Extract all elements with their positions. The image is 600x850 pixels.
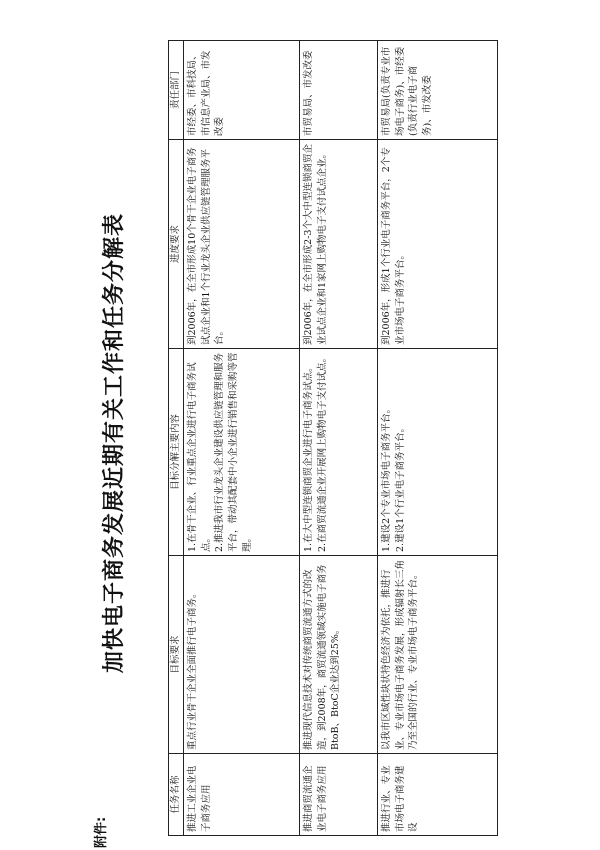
progress-cell: 到2006年，形成1个行业电子商务平台，2个专业市场电子商务平台。 xyxy=(377,140,497,349)
department-cell: 市贸易局(负责专业市场电子商务)、市经委(负责行业电子商务)、市发改委 xyxy=(377,41,497,140)
rotated-content xyxy=(90,38,450,848)
task-name-cell: 推进行业、专业市场电子商务建设 xyxy=(377,754,497,836)
table-row xyxy=(183,41,299,836)
table-header-row xyxy=(169,41,184,836)
header-task-name: 任务名称 xyxy=(169,754,184,836)
content-cell xyxy=(183,349,299,556)
content-item: 2.在商贸流通企业开展网上购物电子支付试点。 xyxy=(316,352,328,552)
task-table xyxy=(168,40,498,836)
content-item: 2.建设1个行业电子商务平台。 xyxy=(394,422,406,552)
progress-cell: 到2006年，在全市形成10个骨干企业电子商务试点企业和1个行业龙头企业供应链管理服务平台。 xyxy=(183,140,299,349)
header-department: 责任部门 xyxy=(169,41,184,140)
table-row xyxy=(299,41,377,836)
content-item: 1.在骨干企业、行业重点企业进行电子商务试点。 xyxy=(186,362,212,552)
table-row xyxy=(377,41,497,836)
content-item: 1.建设2个专业市场电子商务平台。 xyxy=(380,403,392,552)
content-item: 1.在大中型连锁商贸企业进行电子商务试点。 xyxy=(302,362,314,552)
progress-cell: 到2006年，在全市形成2-3个大中型连锁商贸企业试点企业和1家网上购物电子支付试点企业。 xyxy=(299,140,377,349)
content-cell xyxy=(299,349,377,556)
content-item: 2.推进我市行业龙头企业建设供应链管理和服务平台，带动其配套中小企业进行销售和采购等管理。 xyxy=(214,352,253,552)
goal-cell: 以我市区域性块状特色经济为依托，推进行业、专业市场电子商务发展，形成辐射长三角乃至全国的行业、专业市场电子商务平台。 xyxy=(377,556,497,754)
department-cell: 市贸易局、市发改委 xyxy=(299,41,377,140)
task-name-cell: 推进工业企业电子商务应用 xyxy=(183,754,299,836)
department-cell: 市经委、市科技局、市信息产业局、市发改委 xyxy=(183,41,299,140)
task-name-cell: 推进商贸流通企业电子商务应用 xyxy=(299,754,377,836)
document-title: 加快电子商务发展近期有关工作和任务分解表 xyxy=(102,213,127,674)
header-goal: 目标要求 xyxy=(169,556,184,754)
goal-cell: 重点行业骨干企业全面推行电子商务。 xyxy=(183,556,299,754)
goal-cell: 推进现代信息技术对传统商贸流通方式的改造，到2008年，商贸流通领域实施电子商务BtoB、BtoC企业达到25%。 xyxy=(299,556,377,754)
header-progress: 进度要求 xyxy=(169,140,184,349)
header-content: 目标分解主要内容 xyxy=(169,349,184,556)
attachment-label: 附件: xyxy=(94,816,109,848)
content-cell xyxy=(377,349,497,556)
